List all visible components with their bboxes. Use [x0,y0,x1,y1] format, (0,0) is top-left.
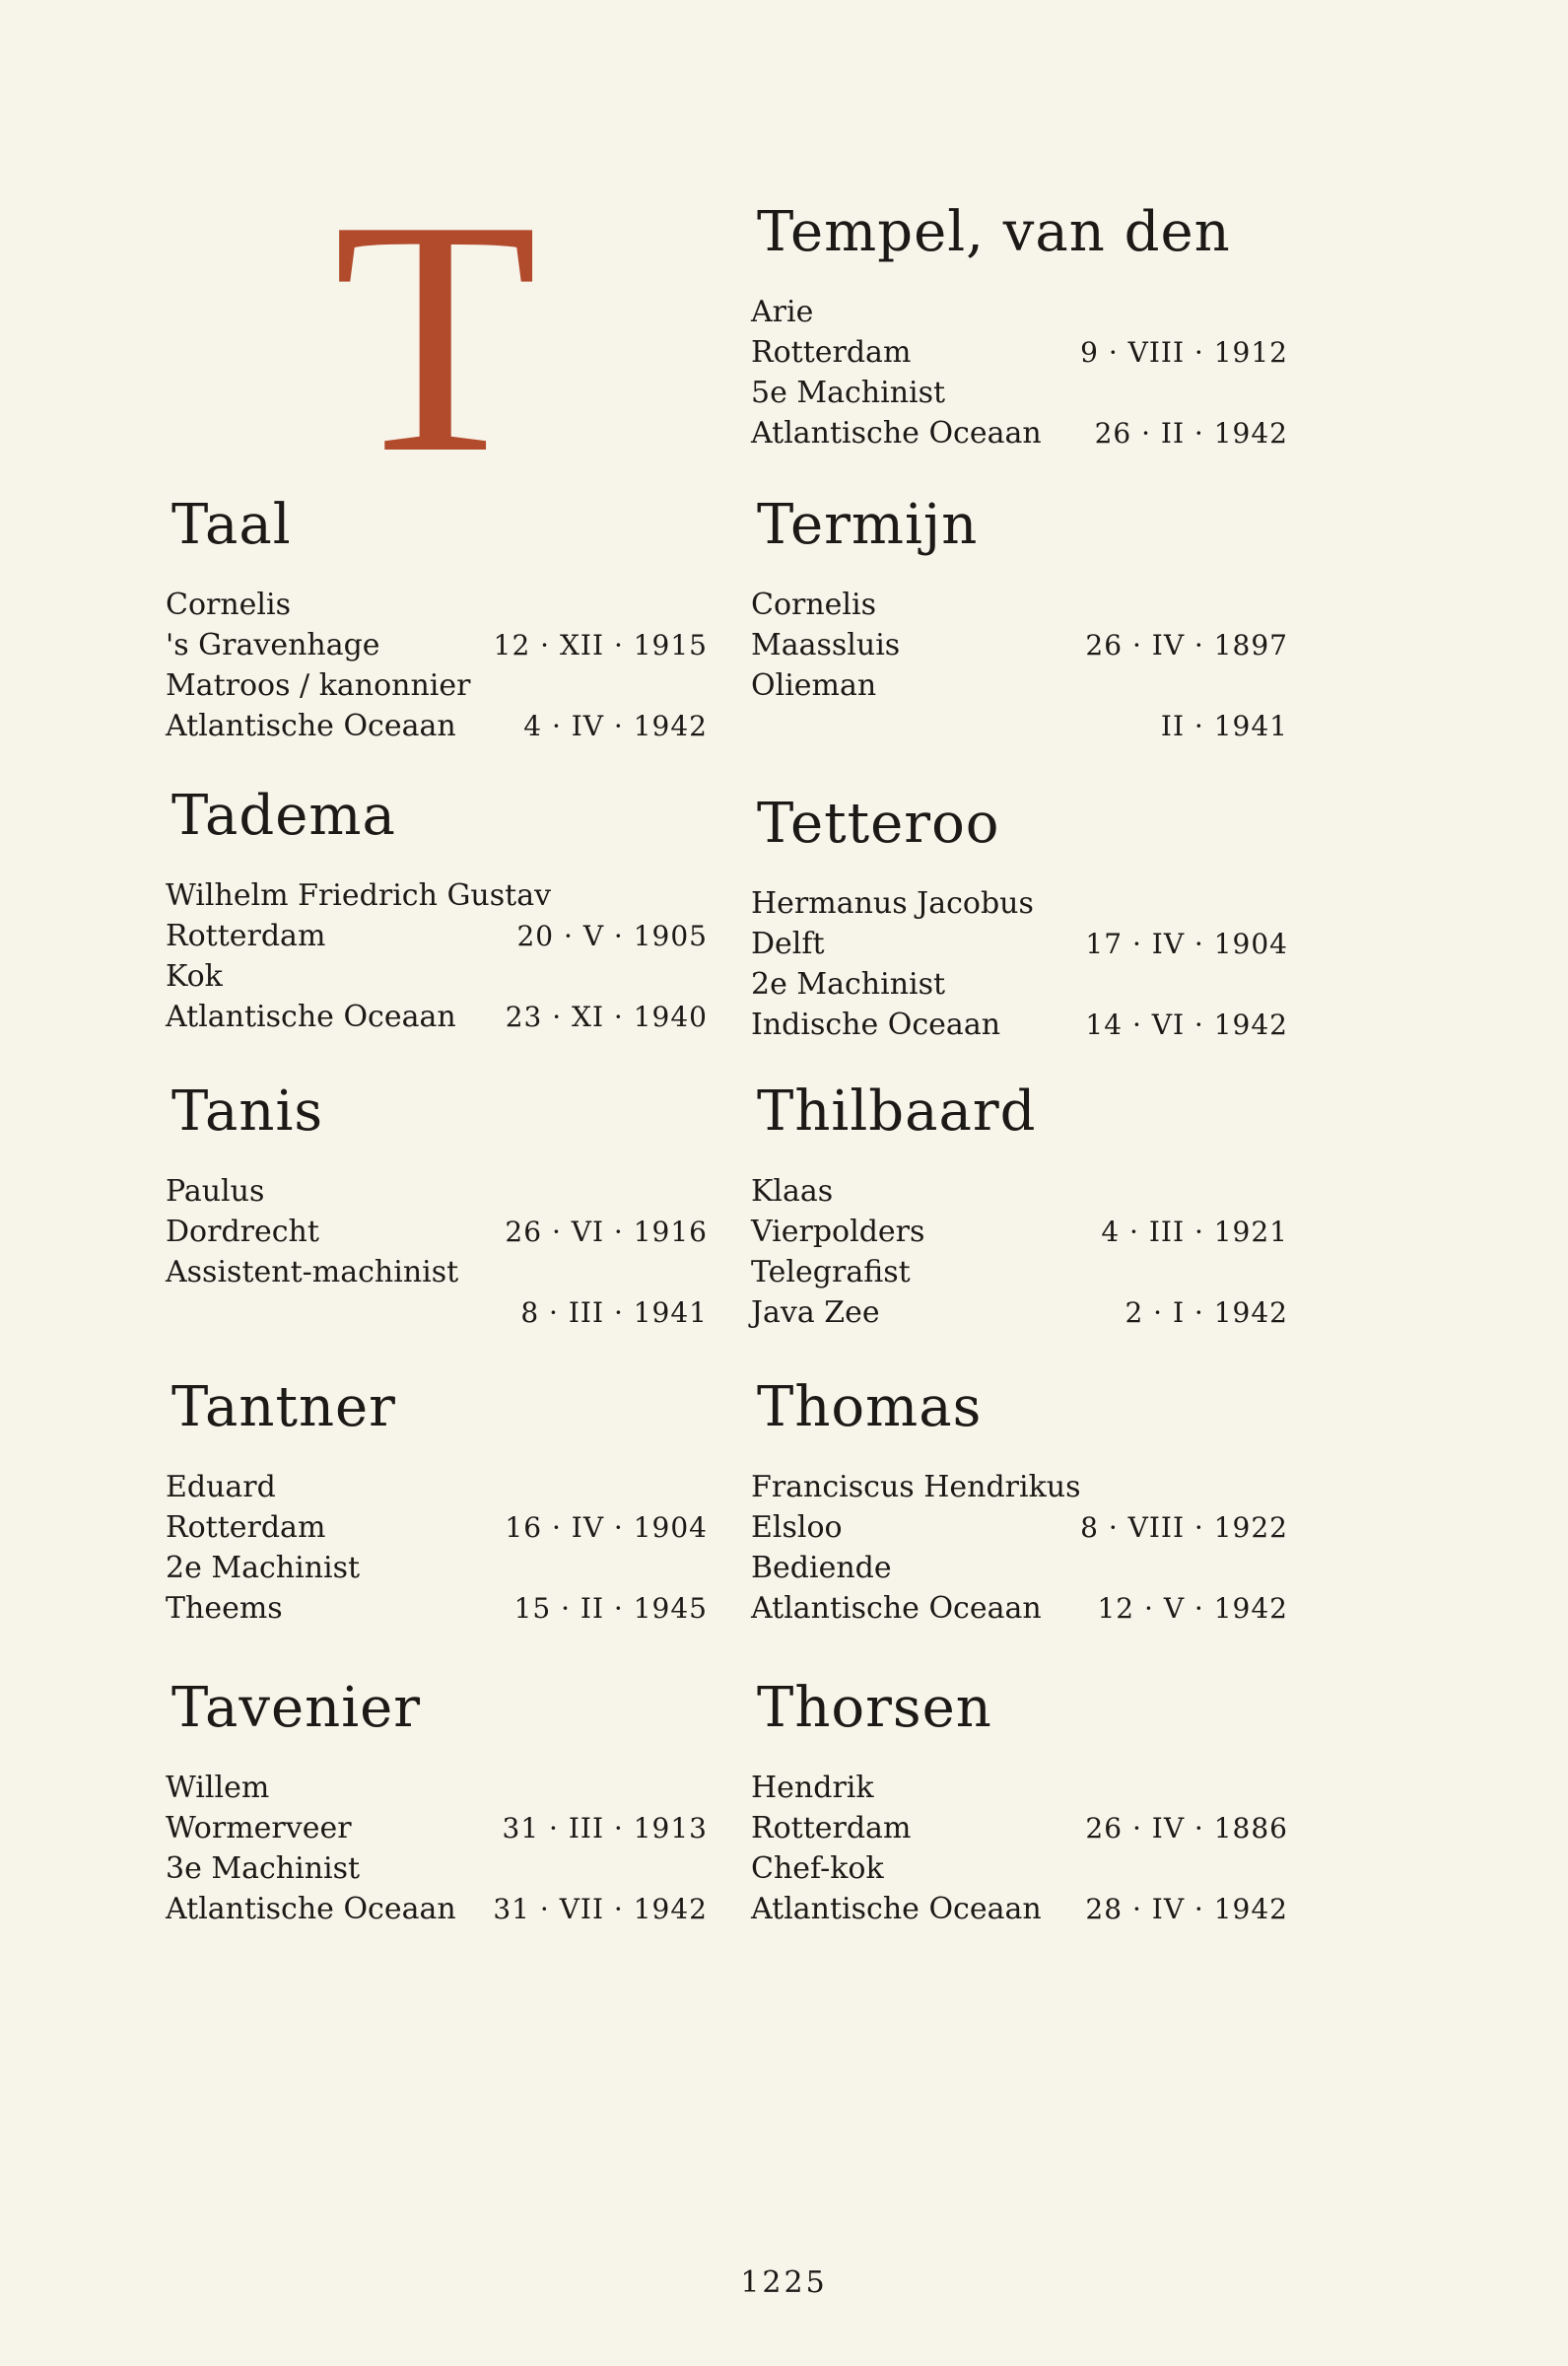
first-name: Paulus [166,1174,265,1209]
first-name: Wilhelm Friedrich Gustav [166,878,552,913]
entry-surname: Termijn [757,493,979,557]
place-of-death: Atlantische Oceaan [166,709,456,743]
first-name: Franciscus Hendrikus [751,1470,1081,1504]
rank: Telegrafist [751,1255,911,1289]
entry-line [751,883,1288,924]
entry-tanis [166,1079,708,1333]
entry-line [751,1889,1288,1929]
birthplace: Vierpolders [751,1215,925,1249]
entry-surname: Taal [171,493,292,557]
entry-line [751,1768,1288,1808]
entry-line [166,916,708,956]
birth-date: 20 · V · 1905 [516,920,708,952]
rank: 5e Machinist [751,376,946,410]
birthplace: Maassluis [751,628,901,662]
entry-line [166,875,708,916]
entry-line [166,1212,708,1252]
entry-thorsen [751,1676,1288,1929]
entry-line [751,413,1288,453]
decorative-initial-letter: T [333,151,538,522]
entry-thomas [751,1375,1288,1629]
entry-thilbaard [751,1079,1288,1333]
birthplace: Rotterdam [751,335,912,370]
rank: 2e Machinist [166,1551,361,1585]
birth-date: 16 · IV · 1904 [505,1511,708,1544]
rank: Bediende [751,1551,892,1585]
first-name: Willem [166,1771,270,1805]
place-of-death: Atlantische Oceaan [166,1000,456,1034]
entry-surname: Thilbaard [757,1079,1037,1144]
rank: Chef-kok [751,1851,884,1886]
entry-tetteroo [751,792,1288,1045]
death-date: 23 · XI · 1940 [505,1001,708,1033]
death-date: 2 · I · 1942 [1125,1296,1288,1329]
entry-line [166,706,708,746]
entry-tempel-van-den [751,200,1288,453]
birthplace: Dordrecht [166,1215,319,1249]
birth-date: 9 · VIII · 1912 [1080,336,1288,369]
entry-tavenier [166,1676,708,1929]
entry-line [166,1588,708,1629]
entry-line [751,373,1288,413]
first-name: Cornelis [751,588,877,622]
entry-line [166,1889,708,1929]
entry-line [166,997,708,1037]
entry-surname: Tadema [171,784,396,848]
entry-line [166,1548,708,1588]
birthplace: Wormerveer [166,1811,352,1845]
death-date: 14 · VI · 1942 [1085,1009,1288,1041]
death-date: 28 · IV · 1942 [1085,1893,1288,1925]
death-date: 15 · II · 1945 [513,1592,708,1625]
entry-line [751,332,1288,373]
entry-line [751,706,1288,746]
entry-line [751,1467,1288,1507]
place-of-death: Atlantische Oceaan [751,1892,1042,1926]
birth-date: 31 · III · 1913 [502,1812,708,1844]
entry-line [166,1252,708,1292]
rank: Assistent-machinist [166,1255,459,1289]
place-of-death: Indische Oceaan [751,1008,1001,1042]
first-name: Klaas [751,1174,834,1209]
entry-line [166,585,708,625]
entry-line [751,924,1288,964]
entry-line [166,956,708,997]
entry-line [166,625,708,665]
entry-line [751,1252,1288,1292]
entry-line [166,665,708,706]
birthplace: Rotterdam [166,919,326,953]
entry-line [166,1808,708,1848]
birth-date: 26 · VI · 1916 [505,1216,708,1248]
entry-line [751,1548,1288,1588]
birthplace: Rotterdam [751,1811,912,1845]
death-date: 12 · V · 1942 [1097,1592,1288,1625]
rank: Matroos / kanonnier [166,668,471,703]
entry-tantner [166,1375,708,1629]
first-name: Cornelis [166,588,292,622]
place-of-death: Atlantische Oceaan [751,1591,1042,1626]
entry-line [751,1212,1288,1252]
entry-line [751,625,1288,665]
birth-date: 26 · IV · 1886 [1085,1812,1288,1844]
entry-line [751,1588,1288,1629]
rank: 3e Machinist [166,1851,361,1886]
entry-line [751,665,1288,706]
birthplace: Elsloo [751,1510,843,1545]
first-name: Hendrik [751,1771,874,1805]
birth-date: 26 · IV · 1897 [1085,629,1288,661]
birth-date: 4 · III · 1921 [1101,1216,1288,1248]
entry-tadema [166,784,708,1037]
entry-surname: Tempel, van den [757,200,1231,264]
death-date: 4 · IV · 1942 [523,710,708,742]
rank: 2e Machinist [751,967,946,1002]
rank: Kok [166,959,223,994]
page-number: 1225 [740,2265,828,2300]
entry-taal [166,493,708,746]
birthplace: Delft [751,927,825,961]
entry-line [166,1171,708,1212]
entry-surname: Thomas [757,1375,983,1439]
rank: Olieman [751,668,877,703]
entry-line [166,1768,708,1808]
death-date: II · 1941 [1160,710,1288,742]
first-name: Hermanus Jacobus [751,886,1034,921]
entry-line [166,1292,708,1333]
birth-date: 12 · XII · 1915 [493,629,708,661]
birth-date: 17 · IV · 1904 [1085,928,1288,960]
entry-line [751,1292,1288,1333]
entry-line [751,1848,1288,1889]
entry-line [751,964,1288,1005]
birthplace: 's Gravenhage [166,628,380,662]
entry-line [166,1507,708,1548]
place-of-death: Theems [166,1591,283,1626]
entry-line [166,1848,708,1889]
entry-line [166,1467,708,1507]
place-of-death: Atlantische Oceaan [166,1892,456,1926]
entry-line [751,585,1288,625]
birth-date: 8 · VIII · 1922 [1080,1511,1288,1544]
entry-line [751,1171,1288,1212]
first-name: Arie [751,295,814,329]
entry-surname: Tantner [171,1375,396,1439]
death-date: 31 · VII · 1942 [493,1893,708,1925]
entry-line [751,1507,1288,1548]
place-of-death: Atlantische Oceaan [751,416,1042,451]
first-name: Eduard [166,1470,276,1504]
death-date: 8 · III · 1941 [520,1296,708,1329]
place-of-death: Java Zee [751,1295,880,1330]
entry-termijn [751,493,1288,746]
death-date: 26 · II · 1942 [1094,417,1288,450]
entry-surname: Tanis [171,1079,324,1144]
entry-surname: Tetteroo [757,792,1000,856]
entry-line [751,1808,1288,1848]
entry-line [751,292,1288,332]
entry-surname: Thorsen [757,1676,992,1740]
birthplace: Rotterdam [166,1510,326,1545]
entry-line [751,1005,1288,1045]
entry-surname: Tavenier [171,1676,422,1740]
